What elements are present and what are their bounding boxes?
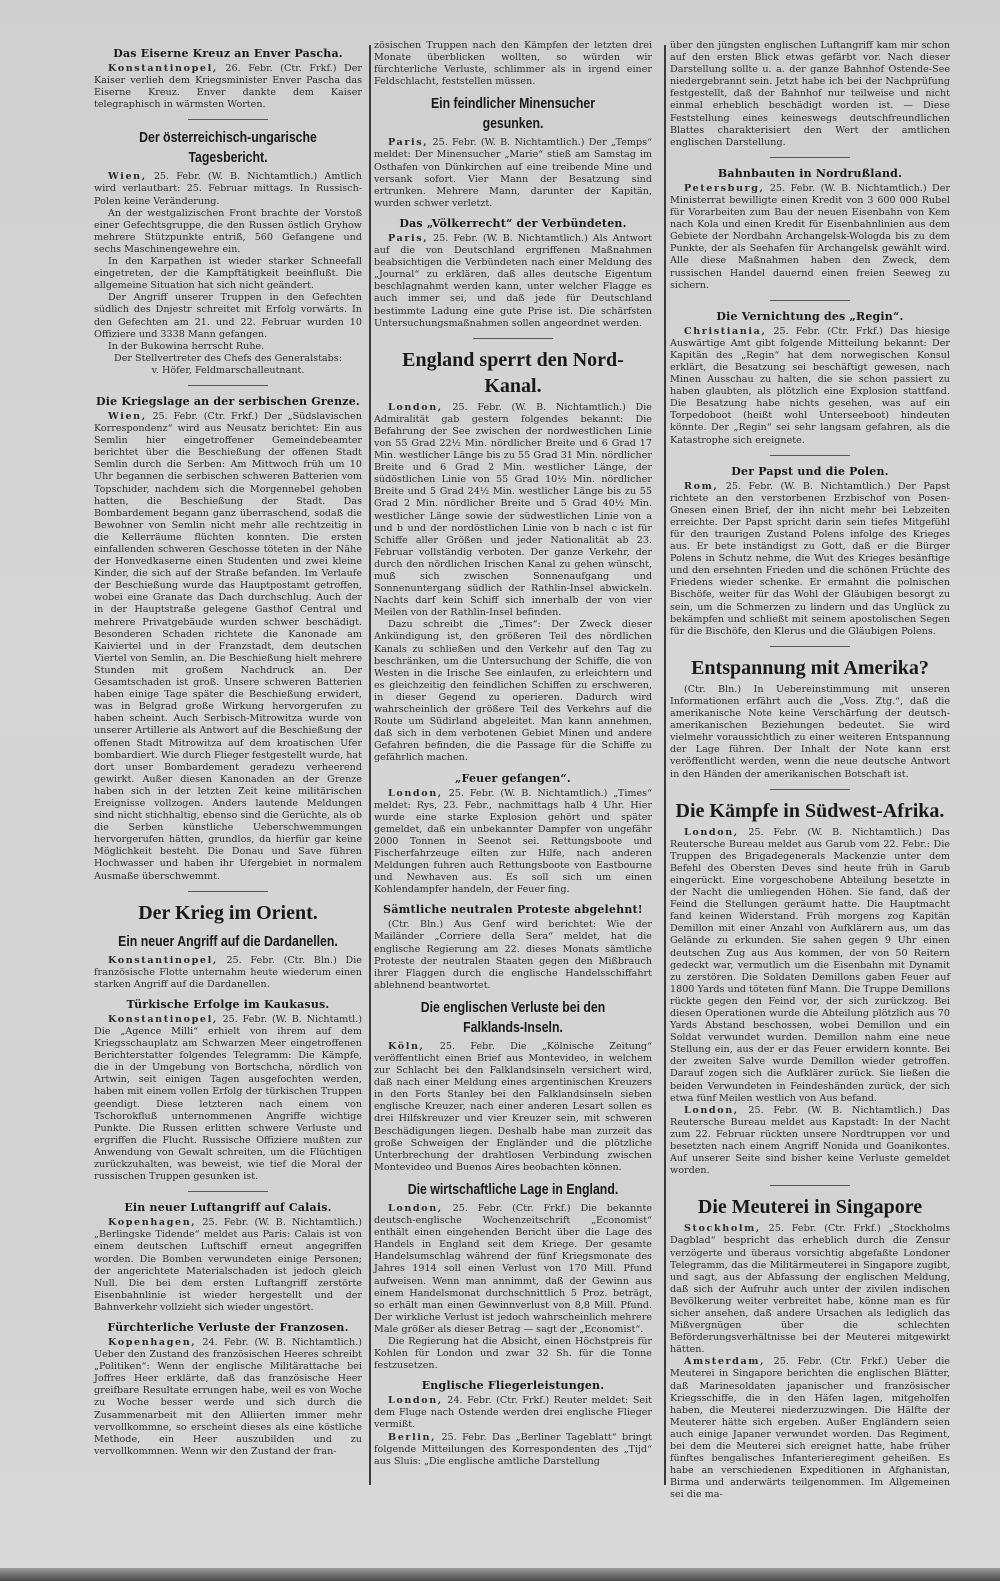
separator-rule [770, 646, 850, 647]
dateline: London, [388, 401, 443, 413]
article-international-law [374, 216, 652, 330]
article-body: (Ctr. Bln.) In Uebereinstimmung mit unseren Informationen erfährt auch die „Voss. Ztg.“, daß die amerikanische Note keine Verschärfung der deutsch-amerikanischen Beziehungen bedeutet. Sie wird vielmehr voraussichtlich zu einer weiteren Entspannung der Lage führen. Der Inhalt der Note kann erst veröffentlicht werden, wenn die neue deutsche Antwort in den Händen der amerikanischen Botschaft ist. [670, 683, 950, 780]
article-headline: Die wirtschaftliche Lage in England. [407, 1180, 619, 1198]
article-body: London, 24. Febr. (Ctr. Frkf.) Reuter meldet: Seit dem Fluge nach Ostende werden drei englische Flieger vermißt. [374, 1395, 652, 1431]
article-economy-england [374, 1180, 652, 1372]
article-headline: Englische Fliegerleistungen. [421, 1379, 605, 1393]
dateline: London, [388, 1202, 443, 1214]
dateline: Paris, [388, 232, 429, 244]
article-caucasus [94, 997, 362, 1183]
dateline: Wien, [108, 410, 147, 422]
article-headline: Der Papst und die Polen. [731, 464, 889, 478]
separator-rule [770, 300, 850, 301]
article-body: Christiania, 25. Febr. (Ctr. Frkf.) Das hiesige Auswärtige Amt gibt folgende Mitteilung bekannt: Der Kapitän des „Regin“ hat dem norwegischen Konsul erklärt, die Besatzung sei beschäftigt gewesen, nach Minen Ausschau zu halten, die sie schon passiert zu haben glaubten, als plötzlich eine Explosion stattfand. Die Besatzung habe nichts gesehen, was auf ein Torpedoboot (heißt wohl Unterseeboot) hindeuten könnte. Der „Regin“ sei sehr langsam gefahren, als die Katastrophe sich ereignete. [670, 325, 950, 446]
article-body: Wien, 25. Febr. (W. B. Nichtamtlich.) Amtlich wird verlautbart: 25. Februar mittags. In Russisch-Polen keine Veränderung. [94, 171, 362, 207]
signature-line: Der Stellvertreter des Chefs des Generalstabs: [114, 352, 342, 364]
article-subheadline: Ein neuer Angriff auf die Dardanellen. [118, 932, 338, 950]
separator-rule [770, 789, 850, 790]
article-paragraph: Amsterdam, 25. Febr. (Ctr. Frkf.) Ueber die Meuterei in Singapore berichten die englischen Blätter, daß Marinesoldaten japanischer und französischer Kriegsschiffe, die in den Häfen lagen, mitgeholfen haben, die Meuterei niederzuzwingen. Die Hälfte der Meuterer hätte sich ergeben. Außer Engländern seien auch einige Japaner verwundet worden. Das Regiment, bei dem die Meuterei sich ereignet hatte, habe früher fünftes bengalisches Infanterieregiment geheißen. Es habe an verschiedenen Expeditionen in Afghanistan, Birma und anderwärts teilgenommen. Im Allgemeinen sei die ma- [670, 1356, 950, 1501]
article-body: Konstantinopel, 25. Febr. (Ctr. Bln.) Die französische Flotte unternahm heute wiederum einen starken Angriff auf die Dardanellen. [94, 954, 362, 990]
separator-rule [188, 1191, 268, 1192]
article-paragraph: London, 25. Febr. (W. B. Nichtamtlich.) Das Reutersche Bureau meldet aus Kapstadt: In der Nacht zum 22. Februar rückten unsere Nordtruppen vor und besetzten nach einem Angriff Nonida und Goanikontes. Auf unserer Seite sind bisher keine Verluste gemeldet worden. [670, 1104, 950, 1177]
dateline: Rom, [684, 480, 719, 492]
separator-rule [770, 1185, 850, 1186]
article-continuation [374, 40, 652, 88]
article-falklands [374, 998, 652, 1174]
dateline: Paris, [388, 137, 429, 149]
column-left [94, 40, 362, 1462]
article-body: (Ctr. Bln.) Aus Genf wird berichtet: Wie der Mailänder „Corriere della Sera“ meldet, hat die englische Regierung am 22. dieses Monats sämtliche Proteste der neutralen Staaten gegen den Mißbrauch ihrer Flaggen durch die englische Handelsschiffahrt ablehnend beantwortet. [374, 919, 652, 991]
article-headline: Das „Völkerrecht“ der Verbündeten. [399, 216, 627, 230]
article-body: Konstantinopel, 26. Febr. (Ctr. Frkf.) Der Kaiser verlieh dem Kriegsminister Enver Pascha das Eiserne Kreuz. Enver dankte dem Kaiser telegraphisch in wärmsten Worten. [94, 63, 362, 111]
dateline: Stockholm, [684, 1223, 761, 1235]
article-body: Kopenhagen, 25. Febr. (W. B. Nichtamtlich.) „Berlingske Tidende“ meldet aus Paris: Calais ist von einem deutschen Luftschiff erneut angegriffen worden. Die Bomben verwundeten einige Personen; der angerichtete Materialschaden ist jedoch gleich Null. Die bei dem ersten Luftangriff zerstörte Eisenbahnlinie ist wieder hergestellt und der Bahnverkehr vollzieht sich wieder ungestört. [94, 1217, 362, 1313]
dateline: London, [388, 787, 443, 799]
section-headline: Der Krieg im Orient. [138, 901, 318, 924]
dateline: Petersburg, [684, 182, 765, 194]
column-middle [374, 40, 652, 1472]
article-headline: Fürchterliche Verluste der Franzosen. [107, 1320, 349, 1334]
article-paragraph: Berlin, 25. Febr. Das „Berliner Tageblatt“ bringt folgende Mitteilungen des Korrespondenten des „Tijd“ aus Sluis: „Die englische amtliche Darstellung [374, 1431, 652, 1467]
article-headline: Ein neuer Luftangriff auf Calais. [124, 1201, 332, 1215]
article-detente-america [670, 655, 950, 781]
article-regin [670, 309, 950, 447]
separator-rule [188, 891, 268, 892]
article-railways-north-russia [670, 166, 950, 292]
article-body: über den jüngsten englischen Luftangriff kam mir schon auf den ersten Blick etwas gefärbt vor. Nach dieser Darstellung sollte u. a. der ganze Bahnhof Ostende-See niedergebrannt sein. Jetzt habe ich bei der Nachprüfung festgestellt, daß der Bahnhof nur teilweise und nicht einmal erheblich beschädigt worden ist. — Diese Feststellung eines keineswegs deutschfreundlichen Blattes charakterisiert den Wert der amtlichen englischen Darstellung. [670, 40, 950, 148]
dateline: Kopenhagen, [108, 1336, 197, 1348]
article-body: Konstantinopel, 25. Febr. (W. B. Nichtamtl.) Die „Agence Milli“ erhielt von ihrem auf dem Kriegsschauplatz am Schwarzen Meer eingetroffenen Berichterstatter folgendes Telegramm: Die Kämpfe, die in der Umgebung von Bortschcha, nördlich von Artwin, seit einigen Tagen ausgefochten werden, haben mit einem vollen Erfolg der türkischen Truppen geendigt. Diese letzteren nach einem von Tschorokfluß unternommenen Angriffe wichtige Punkte. Die Russen erlitten schwere Verluste und ergriffen die Flucht. Russische Offiziere mußten zur Anwendung von Gewalt schreiten, um die Flüchtigen zurückzuhalten, was beweist, wie tief die Moral der russischen Truppen gesunken ist. [94, 1013, 362, 1183]
article-pope-poles [670, 464, 950, 638]
article-calais-air-raid [94, 1200, 362, 1314]
article-headline: Die Kriegslage an der serbischen Grenze. [96, 394, 360, 408]
article-headline: „Feuer gefangen“. [455, 771, 571, 785]
article-paragraph: Der Angriff unserer Truppen in den Gefechten südlich des Dnjestr schreitet mit Erfolg vorwärts. In den Gefechten am 21. und 22. Februar wurden 10 Offiziere und 3338 Mann gefangen. [94, 292, 362, 340]
dateline: Konstantinopel, [108, 63, 218, 74]
article-english-aviators [374, 1378, 652, 1468]
article-body: Rom, 25. Febr. (W. B. Nichtamtlich.) Der Papst richtete an den verstorbenen Erzbischof von Posen-Gnesen einen Brief, der ihn nicht mehr bei Lebzeiten erreichte. Der Papst spricht darin sein tiefes Mitgefühl für den traurigen Zustand Polens infolge des Krieges aus. Er bete inständigst zu Gott, daß er die Bürger Polens in Schutz nehme, die Wut des Krieges besänftige und den ersehnten Frieden und die schönen Früchte des Friedens wieder schenke. Er ermahnt die polnischen Bischöfe, weiter für das Wohl der Gläubigen besorgt zu sein, um die Schmerzen zu lindern und das Unglück zu bekämpfen und schließt mit seinem apostolischen Segen für die Bischöfe, den Klerus und die Gläubigen Polens. [670, 480, 950, 637]
article-headline: Ein feindlicher Minensucher gesunken. [430, 95, 596, 133]
article-serbian-border [94, 394, 362, 883]
article-caught-fire [374, 771, 652, 897]
column-rule [369, 45, 371, 1485]
article-body: London, 25. Febr. (Ctr. Frkf.) Die bekannte deutsch-englische Wochenzeitschrift „Economist“ enthält einen eingehenden Bericht über die Lage des Handels in England seit dem Kriege. Der gesamte Handelsumschlag während der fünf Kriegsmonate des Jahres 1914 soll einen Verlust von 170 Mill. Pfund aufweisen. Wenn man annimmt, daß der Gewinn aus einem Handelsmonat durchschnittlich 5 Proz. beträgt, so erhält man einen Gewinnverlust von 8,8 Mill. Pfund. Der wirkliche Verlust ist jedoch wahrscheinlich mehrere Male größer als dieser Betrag — sagt der „Economist“. [374, 1202, 652, 1335]
article-continuation [670, 40, 950, 149]
article-body: Wien, 25. Febr. (Ctr. Frkf.) Der „Südslavischen Korrespondenz“ wird aus Neusatz berichtet: Ein aus Semlin hier eingetroffener Gemeindebeamter berichtet über die Beschießung der offenen Stadt Semlin durch die Serben: Am Mittwoch früh um 10 Uhr begannen die serbischen schweren Batterien vom Topschider, nachdem sich die Morgennebel gehoben hatten, die Beschießung der Stadt. Das Bombardement begann ganz überraschend, sodaß die Bewohner von Semlin nicht mehr alle rechtzeitig in die Kellerräume flüchten konnten. Die ersten einfallenden schweren Geschosse töteten in der Nähe der Honvedkaserne einen Studenten und zwei kleine Kinder, die sich auf der Straße befanden. Im Verlaufe der Beschießung wurde das Hauptpostamt getroffen, wobei eine Granate das Dach durchschlug. Auch der in der Hauptstraße gelegene Gasthof Central und mehrere Privatgebäude wurden schwer beschädigt. Besonderen Schaden richtete die Kanonade am Kaiviertel und in der Franzstadt, dem deutschen Viertel von Semlin, an. Die Beschießung hielt mehrere Stunden mit großem Nachdruck an. Der Gesamtschaden ist groß. Unsere schweren Batterien haben einige Tage später die Beschießung erwidert, was in Belgrad große Wirkung hervorgerufen zu haben scheint. Auch Serbisch-Mitrowitza wurde von unserer Artillerie als Antwort auf die Beschießung der offenen Stadt Mitrowitza auf dem kroatischen Ufer bombardiert. Wie durch Flieger festgestellt wurde, hat dort unser Bombardement geradezu verheerend gewirkt. Außer diesen Kanonaden an der Grenze haben sich in der letzten Zeit keine militärischen Ereignisse vollzogen. Anders lautende Meldungen sind nicht stichhaltig, ebenso sind die Gerüchte, als ob die Serben künstliche Ueberschwemmungen hervorgerufen hätten, grundlos, da hierfür gar keine Möglichkeit besteht. Die Donau und Save führen Hochwasser und haben ihr Ufergebiet in normalem Ausmaße überschwemmt. [94, 410, 362, 882]
dateline: London, [388, 1395, 443, 1407]
article-body: Paris, 25. Febr. (W. B. Nichtamtlich.) Der „Temps“ meldet: Der Minensucher „Marie“ stieß am Samstag im Osthafen von Dünkirchen auf eine treibende Mine und versank sofort. Vier Mann der Besatzung sind ertrunken. Mehrere Mann, darunter der Kapitän, wurden schwer verletzt. [374, 137, 652, 209]
article-body: Köln, 25. Febr. Die „Kölnische Zeitung“ veröffentlicht einen Brief aus Montevideo, in welchem zur Schlacht bei den Falklandsinseln versichert wird, daß nach einer Meldung eines argentinischen Kreuzers in den Forts Stanley bei den Falklandsinseln sieben englische Kreuzer, nach einer anderen Lesart sollen es drei Hilfskreuzer und vier Kreuzer sein, mit schweren Beschädigungen liegen. Deshalb habe man zurzeit das große Schweigen der Engländer und die plötzliche Unterbrechung der drahtlosen Verbindung zwischen Montevideo und Buenos Aires beobachten können. [374, 1040, 652, 1173]
article-neutral-protests [374, 902, 652, 992]
article-headline: Die Kämpfe in Südwest-Afrika. [675, 799, 945, 822]
dateline: Amsterdam, [684, 1356, 766, 1368]
article-minesweeper-sunk [374, 94, 652, 210]
article-war-in-orient [94, 900, 362, 991]
separator-rule [770, 455, 850, 456]
article-singapore-mutiny [670, 1194, 950, 1501]
article-body: London, 25. Febr. (W. B. Nichtamtlich.) „Times“ meldet: Rys, 23. Febr., nachmittags halb 4 Uhr. Hier wurde eine starke Explosion gehört und später gemeldet, daß ein unbekannter Dampfer von ungefähr 2000 Tonnen in Seenot sei. Rettungsboote und Fischerfahrzeuge eilten zur Hilfe, nach anderen Meldungen fuhren auch Rettungsboote von Eastbourne und Newhaven aus. Es soll sich um einen Kohlendampfer handeln, der Feuer fing. [374, 787, 652, 896]
dateline: Christiania, [684, 325, 767, 337]
article-iron-cross [94, 46, 362, 111]
article-french-losses [94, 1320, 362, 1458]
article-headline: Der österreichisch-ungarische Tagesbericht. [139, 129, 317, 167]
article-body: Kopenhagen, 24. Febr. (W. B. Nichtamtlich.) Ueber den Zustand des französischen Heeres schreibt „Politiken“: Wenn der englische Militärattache bei Joffres Heer erklärte, daß das französische Heer greifbare Resultate errungen habe, weil es von Woche zu Woche besser werde und sich durch die Zusammenarbeit mit den Alliierten immer mehr vervollkommne, so erscheint dieses als eine köstliche Methode, ein Heer auszubilden und zu vervollkommnen. Wenn wir den Zustand der fran- [94, 1336, 362, 1457]
article-body: London, 25. Febr. (W. B. Nichtamtlich.) Das Reutersche Bureau meldet aus Garub vom 22. Febr.: Die Truppen des Brigadegenerals Mackenzie unter dem Befehl des Obersten Deves sind heute früh in Garub eingerückt. Eine vorgeschobene Abteilung besetzte in der Nacht die umliegenden Höhen. Sie fand, daß der Feind die Stellungen geräumt hatte. Die Hauptmacht fand keinen Widerstand. Früh morgens zog Kapitän Demillon mit einer Anzahl von Aufklärern aus, um das Gelände zu erkunden. Sie sahen gegen 9 Uhr einen deutschen Zug aus Aus kommen, der von 50 Reitern gedeckt war, vermutlich um die Eisenbahn mit Dynamit zu zerstören. Die Soldaten Demillons gaben Feuer auf 1800 Yards und töteten fünf Mann. Die Truppe Demillons rückte gegen den Feind vor, der sich zurückzog. Bei diesen Operationen wurde die Abteilung plötzlich aus 70 Yards Abstand beschossen, wobei Demillon und ein Soldat verwundet wurden. Demillon nahm eine neue Stellung ein, aus der er das Feuer erwidern konnte. Bei der zweiten Salve wurde Demillon wieder getroffen. Darauf zogen sich die Aufklärer zurück. Sie ließen die beiden Verwundeten in Feindeshänden zurück, der sich etwa fünf Meilen westlich von Aus befand. [670, 826, 950, 1104]
separator-rule [770, 157, 850, 158]
column-rule [664, 45, 666, 1485]
separator-rule [188, 119, 268, 120]
article-paragraph: In der Bukowina herrscht Ruhe. [108, 340, 265, 352]
article-headline: Die englischen Verluste bei den Falklands-Inseln. [420, 998, 606, 1036]
article-paragraph: Dazu schreibt die „Times“: Der Zweck dieser Ankündigung ist, den größeren Teil des nördlichen Kanals zu schließen und den Verkehr auf den Tag zu beschränken, um die Untersuchung der Schiffe, die von Westen in die Irische See einlaufen, zu erleichtern und es gleichzeitig den feindlichen Schiffen zu erschweren, in dieser Gegend zu operieren. Dadurch wird wahrscheinlich der größere Teil des Verkehrs auf die Route um Südirland abgeleitet. Man kann annehmen, daß sich in dem verbotenen Gebiet Minen und andere Gefahren befinden, die die Passage für die Schiffe zu gefährlich machen. [374, 619, 652, 764]
article-headline: Die Vernichtung des „Regin“. [716, 309, 904, 323]
article-body: Paris, 25. Febr. (W. B. Nichtamtlich.) Als Antwort auf die von Deutschland ergriffenen Maßnahmen beabsichtigen die Verbündeten nach einer Meldung des „Journal“ zu erklären, daß alles deutsche Eigentum beschlagnahmt werden kann, unter welcher Flagge es auch immer sei, und daß jede für Deutschland bestimmte Ladung eine gute Prise ist. Die schärfsten Untersuchungsmaßnahmen sollen angeordnet werden. [374, 232, 652, 329]
separator-rule [473, 338, 553, 339]
article-paragraph: An der westgalizischen Front brachte der Vorstoß einer Gefechtsgruppe, die den Russen östlich Gryhow mehrere Stützpunkte entriß, 560 Gefangene und sechs Maschinengewehre ein. [94, 207, 362, 255]
article-headline: Sämtliche neutralen Proteste abgelehnt! [383, 903, 643, 917]
dateline: London, [684, 826, 739, 838]
article-southwest-africa [670, 798, 950, 1178]
article-north-channel [374, 347, 652, 765]
article-headline: Die Meuterei in Singapore [697, 1196, 923, 1219]
article-austro-hungarian-report [94, 128, 362, 377]
dateline: Konstantinopel, [108, 1013, 218, 1025]
article-body: Petersburg, 25. Febr. (W. B. Nichtamtlich.) Der Ministerrat bewilligte einen Kredit von 3 600 000 Rubel für Vorarbeiten zum Bau der neuen Eisenbahn von Kem nach Kola und einen Kredit für Eisenbahnlinien aus dem Gebiete der Nordbahn Archangelsk-Wologda bis zu dem Punkte, der als Seehafen für Archangelsk gewählt wird. Alle diese Maßnahmen haben den Zweck, dem russischen Handel dauernd einen freien Seeweg zu sichern. [670, 182, 950, 291]
article-headline: Türkische Erfolge im Kaukasus. [126, 997, 330, 1011]
article-paragraph: In den Karpathen ist wieder starker Schneefall eingetreten, der die Kampftätigkeit beeinflußt. Die allgemeine Situation hat sich nicht geändert. [94, 256, 362, 292]
article-body: London, 25. Febr. (W. B. Nichtamtlich.) Die Admiralität gab gestern folgendes bekannt: Die Befahrung der See zwischen der nordwestlichen Linie von 55 Grad 22½ Min. nördlicher Breite und 6 Grad 17 Min. westlicher Länge bis zu 55 Grad 31 Min. nördlicher Breite und 6 Grad 2 Min. westlicher Länge, der südöstlichen Linie von 55 Grad 10½ Min. nördlicher Breite und 5 Grad 24½ Min. westlicher Länge bis zu 55 Grad 2 Min. nördlicher Breite und 5 Grad 40½ Min. westlicher Länge sowie der südwestlichen Linie von a und b und der nordöstlichen Linie von b nach c ist für Schiffe aller Größen und jeder Nationalität ab 23. Februar vollständig verboten. Der ganze Verkehr, der durch den nördlichen Irischen Kanal zu gehen wünscht, muß sich zwischen Sonnenaufgang und Sonnenuntergang südlich der Rathlin-Insel abwickeln. Nachts darf kein Schiff sich innerhalb der von vier Meilen von der Rathlin-Insel befinden. [374, 401, 652, 619]
dateline: London, [684, 1104, 739, 1116]
article-body: zösischen Truppen nach den Kämpfen der letzten drei Monate überblicken wollten, so würden wir fürchterliche Verluste, schlimmer als in irgend einer Feldschlacht, feststellen müssen. [374, 40, 652, 88]
article-headline: Das Eiserne Kreuz an Enver Pascha. [113, 47, 343, 60]
article-body: Stockholm, 25. Febr. (Ctr. Frkf.) „Stockholms Dagblad“ bespricht das erheblich durch die Zensur verzögerte und überaus vorsichtig abgefaßte Londoner Telegramm, das die Militärmeuterei in Singapore zugibt, und sagt, aus der Abfassung der englischen Meldung, daß sich der Aufruhr auch unter der zivilen indischen Bevölkerung weiter verbreitet habe, könne man es für sicher ansehen, daß andere Ursachen als lediglich das Mißvergnügen über die schlechten Beförderungsverhältnisse bei der Meuterei mitgewirkt hätten. [670, 1223, 950, 1356]
dateline: Berlin, [388, 1431, 437, 1443]
article-headline: Bahnbauten in Nordrußland. [717, 166, 903, 180]
dateline: Köln, [388, 1040, 425, 1052]
signature-name: v. Höfer, Feldmarschalleutnant. [151, 364, 305, 376]
dateline: Konstantinopel, [108, 954, 218, 966]
article-headline: England sperrt den Nord-Kanal. [402, 348, 624, 397]
column-right [670, 40, 950, 1505]
dateline: Wien, [108, 171, 147, 183]
separator-rule [188, 385, 268, 386]
article-paragraph: Die Regierung hat die Absicht, einen Höchstpreis für Kohlen für London und zwar 32 Sh. für die Tonne festzusetzen. [374, 1335, 652, 1372]
page-bottom-edge [0, 1568, 1000, 1581]
article-headline: Entspannung mit Amerika? [691, 656, 929, 679]
dateline: Kopenhagen, [108, 1217, 197, 1229]
